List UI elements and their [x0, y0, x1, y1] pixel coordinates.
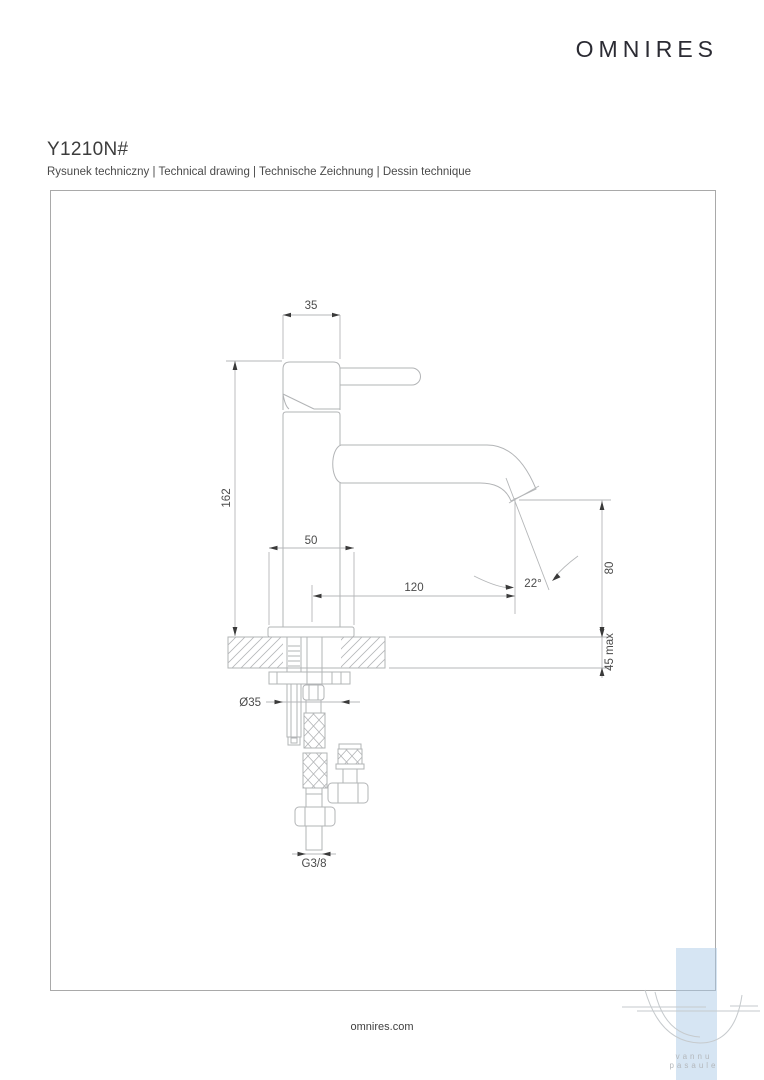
dim-label-thread: G3/8 [301, 858, 327, 870]
footer-url[interactable]: omnires.com [350, 1021, 414, 1033]
technical-drawing-frame [50, 190, 716, 991]
dimension-labels [221, 300, 616, 870]
dim-label-base-width: 50 [304, 535, 318, 547]
supply-hose-2 [328, 744, 368, 803]
omnires-logo: OMNIRES [575, 36, 718, 62]
dim-label-top-width: 35 [304, 300, 318, 312]
watermark-text-line1: vannu [675, 1052, 713, 1061]
technical-drawing-canvas [51, 191, 715, 990]
title-block [47, 139, 471, 178]
watermark-text-line2: pasaule [669, 1061, 719, 1070]
drawing-subtitle: Rysunek techniczny | Technical drawing | Technische Zeichnung | Dessin technique [47, 166, 472, 178]
dim-label-reach: 120 [404, 582, 424, 594]
dim-label-hole-diameter: Ø35 [239, 697, 261, 709]
product-code: Y1210N# [47, 139, 129, 160]
dim-label-outlet-height: 80 [604, 561, 616, 575]
dim-label-deck-thickness: 45 max [604, 633, 616, 671]
dim-label-height: 162 [221, 488, 233, 508]
dim-label-angle: 22° [524, 578, 542, 590]
